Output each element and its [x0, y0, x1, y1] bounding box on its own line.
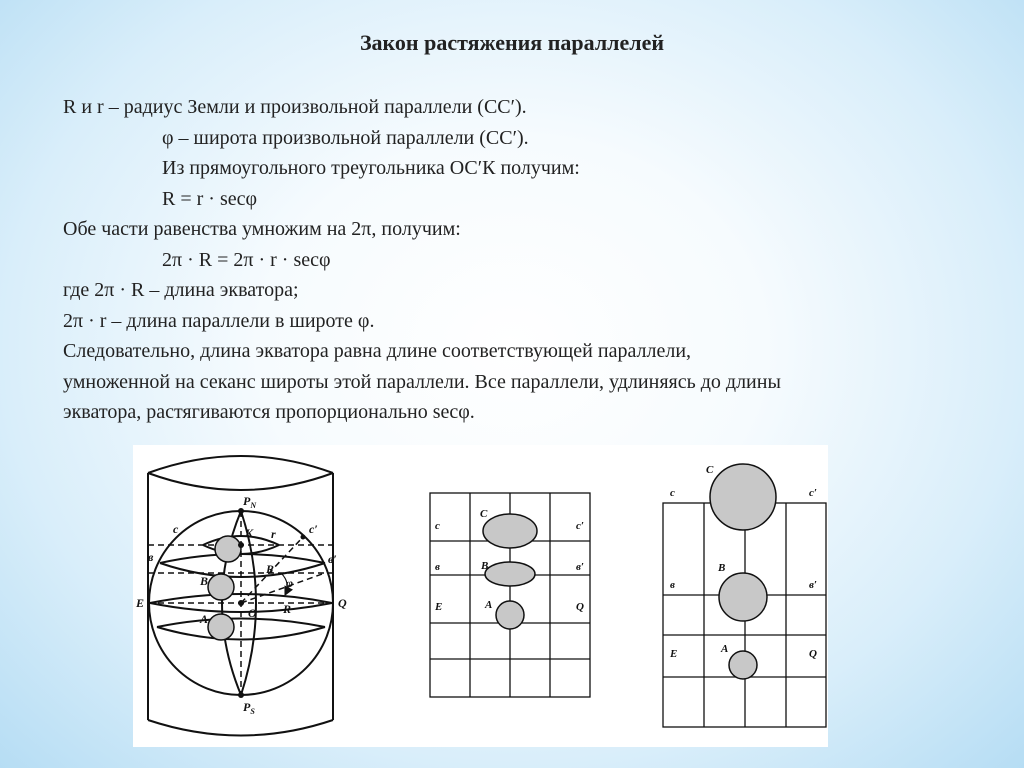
- text-line: умноженной на секанс широты этой параллели. Все параллели, удлиняясь до длины: [63, 370, 781, 393]
- svg-text:c: c: [670, 487, 675, 499]
- label-r-big: R: [266, 562, 275, 576]
- parallel-v-back: [160, 554, 325, 563]
- label-q: Q: [338, 596, 347, 610]
- label-c: c: [173, 522, 179, 536]
- label-e: E: [136, 596, 145, 610]
- grid2-circle-c: [710, 464, 776, 530]
- svg-text:C: C: [480, 508, 488, 520]
- svg-text:c′: c′: [576, 520, 584, 532]
- cylinder-top-back: [148, 456, 333, 473]
- label-k: K: [245, 526, 254, 540]
- projection-diagram: [133, 445, 828, 747]
- globe-circle-c: [215, 536, 241, 562]
- text-line: 2π · r – длина параллели в широте φ.: [63, 309, 375, 332]
- cylinder-bottom: [148, 720, 333, 736]
- grid2-circle-b: [719, 573, 767, 621]
- svg-text:C: C: [706, 464, 714, 476]
- label-b: B: [200, 574, 209, 588]
- svg-text:Q: Q: [576, 601, 584, 613]
- projection-figure: [133, 445, 828, 747]
- grid1-ellipse-c: [483, 514, 537, 548]
- svg-text:Q: Q: [809, 648, 817, 660]
- label-ps: $P_S$: [243, 700, 255, 716]
- grid-1-shapes: [483, 514, 537, 629]
- label-r-small: r: [271, 527, 276, 541]
- svg-text:B: B: [481, 560, 489, 572]
- formula-line: R = r · secφ: [162, 187, 258, 210]
- svg-text:B: B: [718, 562, 726, 574]
- text-line: где 2π · R – длина экватора;: [63, 279, 299, 301]
- globe-circle-a: [208, 614, 234, 640]
- text-line: Из прямоугольного треугольника ОС′К получим:: [162, 157, 580, 179]
- label-a: A: [200, 612, 209, 626]
- globe-circles: [208, 536, 241, 640]
- label-pn: $P_N$: [243, 494, 257, 510]
- cylinder-top-front: [148, 473, 333, 490]
- label-phi: φ: [286, 576, 294, 590]
- svg-text:в′: в′: [809, 579, 818, 591]
- grid2-circle-a: [729, 651, 757, 679]
- text-line: φ – широта произвольной параллели (СС′).: [162, 126, 529, 149]
- svg-text:E: E: [435, 601, 443, 613]
- globe-circle-b: [208, 574, 234, 600]
- text-line: Обе части равенства умножим на 2π, получим:: [63, 218, 461, 240]
- slide-title: Закон растяжения параллелей: [359, 30, 665, 55]
- body-text: [63, 92, 781, 428]
- svg-text:в: в: [670, 579, 675, 591]
- label-c-prime: c′: [309, 522, 318, 536]
- text-line: R и r – радиус Земли и произвольной параллели (СС′).: [63, 96, 527, 118]
- svg-text:c: c: [435, 520, 440, 532]
- svg-text:в′: в′: [576, 561, 585, 573]
- svg-text:A: A: [485, 599, 493, 611]
- svg-text:A: A: [721, 643, 729, 655]
- svg-text:E: E: [670, 648, 678, 660]
- formula-line: 2π · R = 2π · r · secφ: [162, 248, 331, 271]
- text-line: Следовательно, длина экватора равна длине соответствующей параллели,: [63, 340, 692, 362]
- label-v: в: [148, 550, 154, 564]
- text-line: экватора, растягиваются пропорционально secφ.: [63, 401, 475, 423]
- grid1-ellipse-b: [485, 562, 535, 586]
- label-r-big2: R: [283, 602, 292, 616]
- grid1-circle-a: [496, 601, 524, 629]
- label-o: O: [248, 606, 257, 620]
- svg-text:в: в: [435, 561, 440, 573]
- parallel-v-front: [160, 563, 325, 577]
- svg-text:c′: c′: [809, 487, 817, 499]
- label-v-prime: в′: [328, 552, 337, 566]
